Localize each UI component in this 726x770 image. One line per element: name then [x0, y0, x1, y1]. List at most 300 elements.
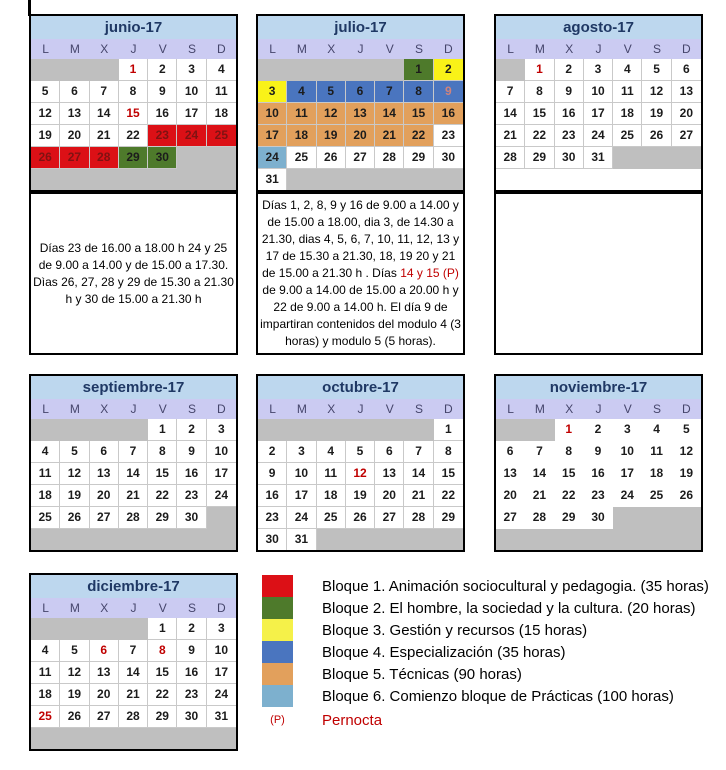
day-cell: 27	[375, 507, 404, 529]
week-row	[258, 463, 463, 485]
day-cell: 29	[119, 147, 148, 169]
day-cell: 1	[434, 419, 463, 441]
weekday-header-row	[31, 598, 236, 618]
day-cell: 12	[60, 662, 89, 684]
empty-cell	[613, 169, 642, 190]
empty-cell	[672, 529, 701, 550]
week-row	[496, 103, 701, 125]
day-cell: 30	[584, 507, 613, 529]
week-row	[496, 419, 701, 441]
day-cell: 17	[613, 463, 642, 485]
day-cell: 5	[317, 81, 346, 103]
empty-cell	[177, 728, 206, 749]
day-cell: 1	[404, 59, 433, 81]
day-cell: 22	[404, 125, 433, 147]
day-cell: 3	[584, 59, 613, 81]
day-cell: 15	[555, 463, 584, 485]
empty-cell	[672, 507, 701, 529]
empty-cell	[60, 169, 89, 190]
day-cell: 13	[496, 463, 525, 485]
day-cell: 24	[287, 507, 316, 529]
day-cell: 4	[207, 59, 236, 81]
day-cell: 18	[207, 103, 236, 125]
pernocta-label: Pernocta	[322, 711, 383, 729]
day-cell: 20	[90, 684, 119, 706]
day-cell: 11	[287, 103, 316, 125]
day-cell: 3	[258, 81, 287, 103]
day-cell: 1	[148, 618, 177, 640]
day-cell: 1	[555, 419, 584, 441]
empty-cell	[525, 169, 554, 190]
week-row	[31, 684, 236, 706]
week-row	[31, 463, 236, 485]
weekday-label: V	[385, 402, 394, 416]
empty-cell	[496, 169, 525, 190]
calendar-diciembre	[29, 573, 238, 751]
day-cell: 12	[346, 463, 375, 485]
month-title: diciembre-17	[31, 575, 236, 598]
week-row	[496, 529, 701, 550]
weekday-label: J	[595, 42, 602, 56]
calendar-agosto	[494, 14, 703, 192]
week-row	[31, 81, 236, 103]
weekday-label: J	[357, 402, 364, 416]
empty-cell	[60, 419, 89, 441]
legend-item	[262, 597, 726, 619]
day-cell: 11	[317, 463, 346, 485]
weekday-label: J	[130, 402, 137, 416]
empty-cell	[119, 419, 148, 441]
day-cell: 25	[31, 706, 60, 728]
week-row	[31, 618, 236, 640]
day-cell: 14	[375, 103, 404, 125]
weekday-label: X	[327, 402, 336, 416]
day-cell: 25	[642, 485, 671, 507]
week-row	[258, 147, 463, 169]
day-cell: 27	[496, 507, 525, 529]
legend-label: Bloque 2. El hombre, la sociedad y la cultura. (20 horas)	[322, 599, 696, 617]
calendar-septiembre	[29, 374, 238, 552]
weekday-header-row	[258, 399, 463, 419]
weekday-label: X	[100, 42, 109, 56]
legend-label: Bloque 1. Animación sociocultural y pedagogia. (35 horas)	[322, 577, 709, 595]
day-cell: 2	[148, 59, 177, 81]
day-cell: 3	[207, 618, 236, 640]
week-row	[258, 59, 463, 81]
empty-cell	[119, 728, 148, 749]
day-cell: 30	[555, 147, 584, 169]
empty-cell	[555, 169, 584, 190]
day-cell: 19	[346, 485, 375, 507]
day-cell: 9	[258, 463, 287, 485]
weekday-label: S	[653, 402, 662, 416]
day-cell: 17	[207, 463, 236, 485]
day-cell: 15	[434, 463, 463, 485]
month-title: junio-17	[31, 16, 236, 39]
day-cell: 14	[525, 463, 554, 485]
week-row	[496, 59, 701, 81]
day-cell: 10	[207, 640, 236, 662]
day-cell: 9	[434, 81, 463, 103]
day-cell: 4	[31, 441, 60, 463]
day-cell: 30	[177, 507, 206, 529]
day-cell: 31	[584, 147, 613, 169]
weekday-label: S	[188, 402, 197, 416]
day-cell: 19	[31, 125, 60, 147]
day-cell: 8	[525, 81, 554, 103]
day-cell: 7	[404, 441, 433, 463]
month-title: octubre-17	[258, 376, 463, 399]
week-row	[258, 103, 463, 125]
week-row	[31, 169, 236, 190]
day-cell: 14	[404, 463, 433, 485]
day-cell: 21	[119, 684, 148, 706]
weekday-label: D	[217, 601, 226, 615]
week-row	[31, 728, 236, 749]
day-cell: 12	[31, 103, 60, 125]
week-row	[258, 529, 463, 550]
legend-item	[262, 663, 726, 685]
empty-cell	[346, 169, 375, 190]
week-row	[496, 507, 701, 529]
day-cell: 10	[258, 103, 287, 125]
day-cell: 28	[90, 147, 119, 169]
week-row	[496, 463, 701, 485]
empty-cell	[317, 59, 346, 81]
weekday-label: M	[534, 42, 545, 56]
day-cell: 20	[90, 485, 119, 507]
weekday-label: X	[565, 402, 574, 416]
day-cell: 9	[148, 81, 177, 103]
week-row	[31, 485, 236, 507]
week-row	[31, 441, 236, 463]
legend-label: Bloque 5. Técnicas (90 horas)	[322, 665, 522, 683]
day-cell: 11	[642, 441, 671, 463]
day-cell: 27	[60, 147, 89, 169]
week-row	[31, 706, 236, 728]
legend-item-pernocta	[262, 709, 726, 731]
day-cell: 23	[555, 125, 584, 147]
empty-cell	[317, 529, 346, 550]
day-cell: 18	[287, 125, 316, 147]
day-cell: 17	[177, 103, 206, 125]
day-cell: 28	[404, 507, 433, 529]
weekday-label: M	[69, 601, 80, 615]
day-cell: 11	[31, 662, 60, 684]
day-cell: 27	[346, 147, 375, 169]
day-cell: 11	[613, 81, 642, 103]
day-cell: 5	[672, 419, 701, 441]
empty-cell	[207, 147, 236, 169]
day-cell: 21	[119, 485, 148, 507]
junio-schedule-note	[29, 192, 238, 355]
day-cell: 20	[60, 125, 89, 147]
legend-color-swatch	[262, 597, 293, 619]
empty-cell	[613, 507, 642, 529]
day-cell: 20	[346, 125, 375, 147]
legend-color-swatch	[262, 641, 293, 663]
empty-cell	[525, 529, 554, 550]
day-cell: 7	[496, 81, 525, 103]
day-cell: 10	[177, 81, 206, 103]
day-cell: 5	[60, 441, 89, 463]
day-cell: 30	[177, 706, 206, 728]
weekday-header-row	[31, 399, 236, 419]
weekday-label: S	[415, 402, 424, 416]
day-cell: 4	[31, 640, 60, 662]
empty-cell	[434, 169, 463, 190]
day-cell: 9	[177, 441, 206, 463]
day-cell: 13	[346, 103, 375, 125]
day-cell: 28	[525, 507, 554, 529]
weekday-label: V	[158, 601, 167, 615]
day-cell: 26	[642, 125, 671, 147]
week-row	[496, 441, 701, 463]
week-row	[258, 169, 463, 190]
month-title: julio-17	[258, 16, 463, 39]
day-cell: 10	[287, 463, 316, 485]
day-cell: 2	[258, 441, 287, 463]
day-cell: 3	[207, 419, 236, 441]
month-title: noviembre-17	[496, 376, 701, 399]
empty-cell	[642, 507, 671, 529]
day-cell: 13	[90, 463, 119, 485]
day-cell: 13	[672, 81, 701, 103]
empty-cell	[258, 59, 287, 81]
day-cell: 17	[258, 125, 287, 147]
legend-label: Bloque 3. Gestión y recursos (15 horas)	[322, 621, 588, 639]
day-cell: 14	[119, 662, 148, 684]
day-cell: 27	[90, 706, 119, 728]
weekday-label: V	[158, 42, 167, 56]
week-row	[31, 419, 236, 441]
empty-cell	[375, 169, 404, 190]
weekday-header-row	[496, 39, 701, 59]
weekday-label: L	[507, 42, 514, 56]
day-cell: 14	[119, 463, 148, 485]
empty-cell	[613, 147, 642, 169]
day-cell: 26	[317, 147, 346, 169]
legend-color-swatch	[262, 663, 293, 685]
day-cell: 31	[207, 706, 236, 728]
empty-cell	[31, 59, 60, 81]
day-cell: 9	[177, 640, 206, 662]
day-cell: 8	[555, 441, 584, 463]
day-cell: 23	[434, 125, 463, 147]
agosto-empty-box	[494, 192, 703, 355]
day-cell: 3	[287, 441, 316, 463]
weekday-label: D	[682, 42, 691, 56]
empty-cell	[613, 529, 642, 550]
weekday-label: L	[269, 402, 276, 416]
day-cell: 7	[119, 441, 148, 463]
empty-cell	[90, 59, 119, 81]
note-text-part1: Días 1, 2, 8, 9 y 16 de 9.00 a 14.00 y de 15.00 a 18.00, dia 3, de 14.30 a 21.30, dias 4, 5, 6, 7, 10, 11, 12, 13 y 17 de 15.30 a 21.30, 18, 19 20 y 21 de 15.00 a 21.30 h . Días	[261, 198, 460, 280]
weekday-label: D	[444, 42, 453, 56]
empty-cell	[642, 169, 671, 190]
day-cell: 20	[496, 485, 525, 507]
weekday-label: X	[100, 402, 109, 416]
day-cell: 26	[60, 507, 89, 529]
day-cell: 6	[496, 441, 525, 463]
weekday-label: L	[507, 402, 514, 416]
legend-item	[262, 575, 726, 597]
day-cell: 2	[434, 59, 463, 81]
day-cell: 8	[119, 81, 148, 103]
empty-cell	[555, 529, 584, 550]
weekday-label: D	[217, 402, 226, 416]
weekday-label: D	[682, 402, 691, 416]
empty-cell	[287, 59, 316, 81]
day-cell: 31	[287, 529, 316, 550]
legend-item	[262, 619, 726, 641]
empty-cell	[672, 147, 701, 169]
empty-cell	[177, 169, 206, 190]
julio-note-text	[258, 196, 463, 351]
day-cell: 10	[613, 441, 642, 463]
weekday-label: X	[327, 42, 336, 56]
day-cell: 5	[31, 81, 60, 103]
week-row	[496, 81, 701, 103]
empty-cell	[177, 529, 206, 550]
day-cell: 25	[31, 507, 60, 529]
empty-cell	[346, 529, 375, 550]
day-cell: 18	[642, 463, 671, 485]
day-cell: 24	[258, 147, 287, 169]
day-cell: 24	[207, 684, 236, 706]
day-cell: 19	[317, 125, 346, 147]
empty-cell	[60, 529, 89, 550]
day-cell: 23	[177, 485, 206, 507]
day-cell: 15	[404, 103, 433, 125]
day-cell: 16	[148, 103, 177, 125]
day-cell: 6	[90, 441, 119, 463]
weekday-label: V	[623, 402, 632, 416]
empty-cell	[60, 59, 89, 81]
empty-cell	[346, 419, 375, 441]
julio-schedule-note	[256, 192, 465, 355]
day-cell: 16	[177, 463, 206, 485]
weekday-label: J	[130, 42, 137, 56]
day-cell: 17	[207, 662, 236, 684]
day-cell: 4	[287, 81, 316, 103]
weekday-label: V	[385, 42, 394, 56]
day-cell: 1	[148, 419, 177, 441]
weekday-label: M	[296, 42, 307, 56]
empty-cell	[90, 169, 119, 190]
day-cell: 20	[375, 485, 404, 507]
day-cell: 6	[90, 640, 119, 662]
day-cell: 15	[525, 103, 554, 125]
weekday-label: J	[357, 42, 364, 56]
legend-item	[262, 641, 726, 663]
empty-cell	[177, 147, 206, 169]
day-cell: 23	[584, 485, 613, 507]
day-cell: 13	[90, 662, 119, 684]
day-cell: 29	[148, 507, 177, 529]
day-cell: 23	[258, 507, 287, 529]
weekday-label: V	[158, 402, 167, 416]
empty-cell	[375, 529, 404, 550]
day-cell: 21	[375, 125, 404, 147]
weekday-header-row	[31, 39, 236, 59]
day-cell: 6	[672, 59, 701, 81]
day-cell: 21	[90, 125, 119, 147]
empty-cell	[584, 169, 613, 190]
weekday-label: J	[595, 402, 602, 416]
day-cell: 25	[287, 147, 316, 169]
day-cell: 18	[31, 485, 60, 507]
empty-cell	[90, 618, 119, 640]
day-cell: 2	[584, 419, 613, 441]
empty-cell	[148, 728, 177, 749]
month-title: agosto-17	[496, 16, 701, 39]
day-cell: 13	[60, 103, 89, 125]
day-cell: 23	[177, 684, 206, 706]
day-cell: 8	[404, 81, 433, 103]
weekday-label: D	[217, 42, 226, 56]
day-cell: 8	[148, 640, 177, 662]
empty-cell	[60, 728, 89, 749]
day-cell: 11	[207, 81, 236, 103]
empty-cell	[496, 529, 525, 550]
empty-cell	[90, 529, 119, 550]
weekday-label: S	[188, 601, 197, 615]
calendar-octubre	[256, 374, 465, 552]
day-cell: 16	[434, 103, 463, 125]
day-cell: 14	[90, 103, 119, 125]
day-cell: 26	[346, 507, 375, 529]
day-cell: 19	[60, 684, 89, 706]
legend-color-swatch	[262, 575, 293, 597]
day-cell: 17	[287, 485, 316, 507]
day-cell: 8	[148, 441, 177, 463]
day-cell: 21	[496, 125, 525, 147]
weekday-label: L	[42, 601, 49, 615]
day-cell: 15	[148, 463, 177, 485]
day-cell: 7	[90, 81, 119, 103]
note-text: Días 23 de 16.00 a 18.00 h 24 y 25 de 9.00 a 14.00 y de 15.00 a 17.30. Dìas 26, 27, 28 y 29 de 15.30 a 21.30 h y 30 de 15.00 a 21.30 h	[33, 240, 234, 306]
day-cell: 22	[148, 485, 177, 507]
day-cell: 1	[525, 59, 554, 81]
day-cell: 24	[613, 485, 642, 507]
empty-cell	[287, 169, 316, 190]
day-cell: 9	[555, 81, 584, 103]
weekday-label: M	[296, 402, 307, 416]
day-cell: 12	[60, 463, 89, 485]
note-text-highlight: 14 y 15 (P)	[400, 266, 459, 280]
week-row	[31, 147, 236, 169]
note-text-part2: de 9.00 a 14.00 de 15.00 a 20.00 h y 22 de 9.00 a 14.00 h. El día 9 de impartiran contenidos del modulo 4 (3 horas) y modulo 5 (5 horas).	[260, 283, 461, 348]
day-cell: 18	[31, 684, 60, 706]
legend-items	[262, 575, 726, 707]
empty-cell	[317, 169, 346, 190]
empty-cell	[148, 169, 177, 190]
weekday-label: X	[565, 42, 574, 56]
empty-cell	[375, 419, 404, 441]
empty-cell	[119, 618, 148, 640]
empty-cell	[525, 419, 554, 441]
day-cell: 19	[642, 103, 671, 125]
empty-cell	[287, 419, 316, 441]
day-cell: 16	[258, 485, 287, 507]
day-cell: 18	[613, 103, 642, 125]
empty-cell	[496, 419, 525, 441]
day-cell: 5	[60, 640, 89, 662]
empty-cell	[317, 419, 346, 441]
legend-color-swatch	[262, 619, 293, 641]
day-cell: 2	[555, 59, 584, 81]
